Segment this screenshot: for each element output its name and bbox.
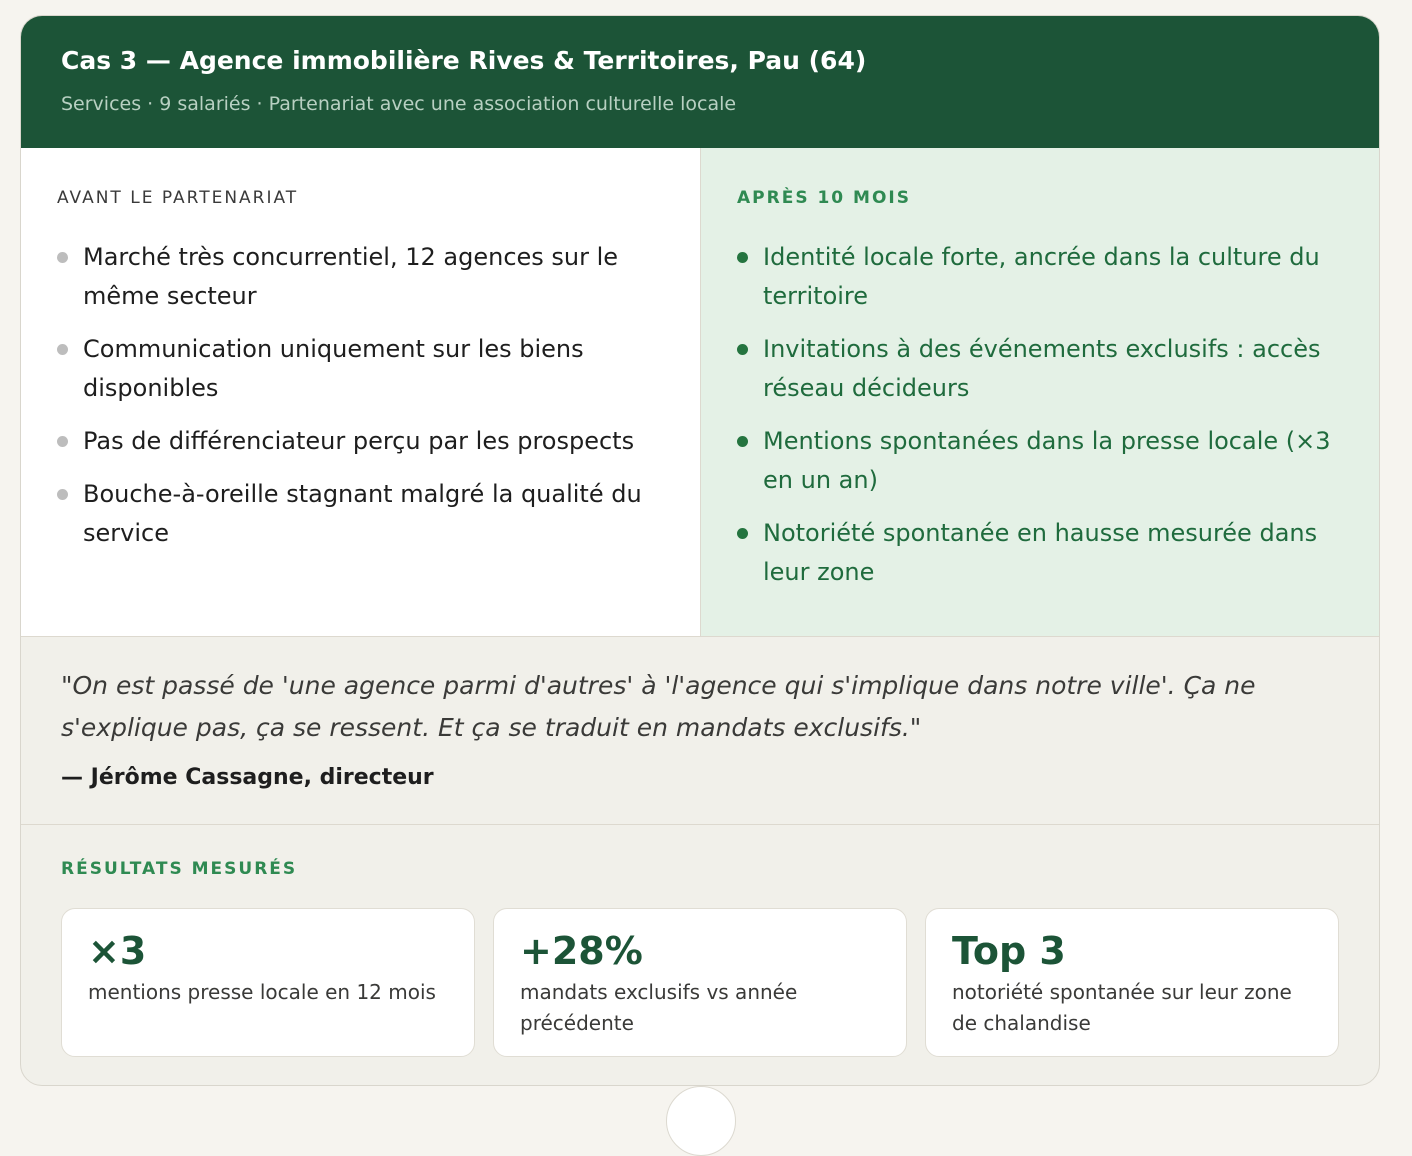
- before-column: [21, 148, 701, 636]
- list-item: [57, 238, 657, 316]
- stat-label: mandats exclusifs vs année précédente: [520, 980, 798, 1035]
- stat-label: mentions presse locale en 12 mois: [88, 980, 436, 1004]
- after-heading: APRÈS 10 MOIS: [737, 188, 911, 208]
- stat-value: Top 3: [952, 929, 1066, 973]
- stat-card-press: [61, 908, 475, 1057]
- after-list: [737, 238, 1337, 606]
- stat-card-awareness: [925, 908, 1339, 1057]
- list-item: [57, 330, 657, 408]
- bullet-dot-icon: [737, 344, 748, 355]
- bullet-dot-icon: [737, 528, 748, 539]
- list-item-text: Notoriété spontanée en hausse mesurée dans leur zone: [763, 519, 1318, 586]
- stat-card-mandates: [493, 908, 907, 1057]
- list-item: [57, 422, 657, 461]
- stat-value: ×3: [88, 929, 147, 973]
- list-item: [57, 475, 657, 553]
- list-item: [737, 422, 1337, 500]
- list-item-text: Bouche-à-oreille stagnant malgré la qualité du service: [83, 480, 642, 547]
- scroll-indicator-button[interactable]: [666, 1086, 736, 1156]
- bullet-dot-icon: [57, 344, 68, 355]
- list-item-text: Identité locale forte, ancrée dans la culture du territoire: [763, 243, 1320, 310]
- list-item-text: Pas de différenciateur perçu par les prospects: [83, 427, 635, 455]
- list-item: [737, 330, 1337, 408]
- bullet-dot-icon: [57, 489, 68, 500]
- bullet-dot-icon: [737, 436, 748, 447]
- quote-text: "On est passé de 'une agence parmi d'autres' à 'l'agence qui s'implique dans notre ville'. Ça ne s'explique pas, ça se ressent. Et ça se traduit en mandats exclusifs.": [61, 671, 1256, 742]
- bullet-dot-icon: [57, 436, 68, 447]
- list-item-text: Marché très concurrentiel, 12 agences sur le même secteur: [83, 243, 619, 310]
- list-item-text: Mentions spontanées dans la presse locale (×3 en un an): [763, 427, 1331, 494]
- list-item: [737, 514, 1337, 592]
- quote-author: — Jérôme Cassagne, directeur: [61, 765, 434, 790]
- bullet-dot-icon: [57, 252, 68, 263]
- after-column: [701, 148, 1379, 636]
- bullet-dot-icon: [737, 252, 748, 263]
- case-title: Cas 3 — Agence immobilière Rives & Territoires, Pau (64): [61, 46, 867, 75]
- before-list: [57, 238, 657, 567]
- case-study-card: [20, 15, 1380, 1086]
- case-header: [21, 16, 1379, 148]
- before-heading: AVANT LE PARTENARIAT: [57, 188, 299, 208]
- case-subtitle: Services · 9 salariés · Partenariat avec une association culturelle locale: [61, 93, 737, 115]
- list-item: [737, 238, 1337, 316]
- stat-value: +28%: [520, 929, 643, 973]
- list-item-text: Communication uniquement sur les biens disponibles: [83, 335, 584, 402]
- results-heading: RÉSULTATS MESURÉS: [61, 859, 298, 879]
- list-item-text: Invitations à des événements exclusifs : accès réseau décideurs: [763, 335, 1321, 402]
- stat-label: notoriété spontanée sur leur zone de chalandise: [952, 980, 1292, 1035]
- testimonial-quote: [21, 636, 1379, 825]
